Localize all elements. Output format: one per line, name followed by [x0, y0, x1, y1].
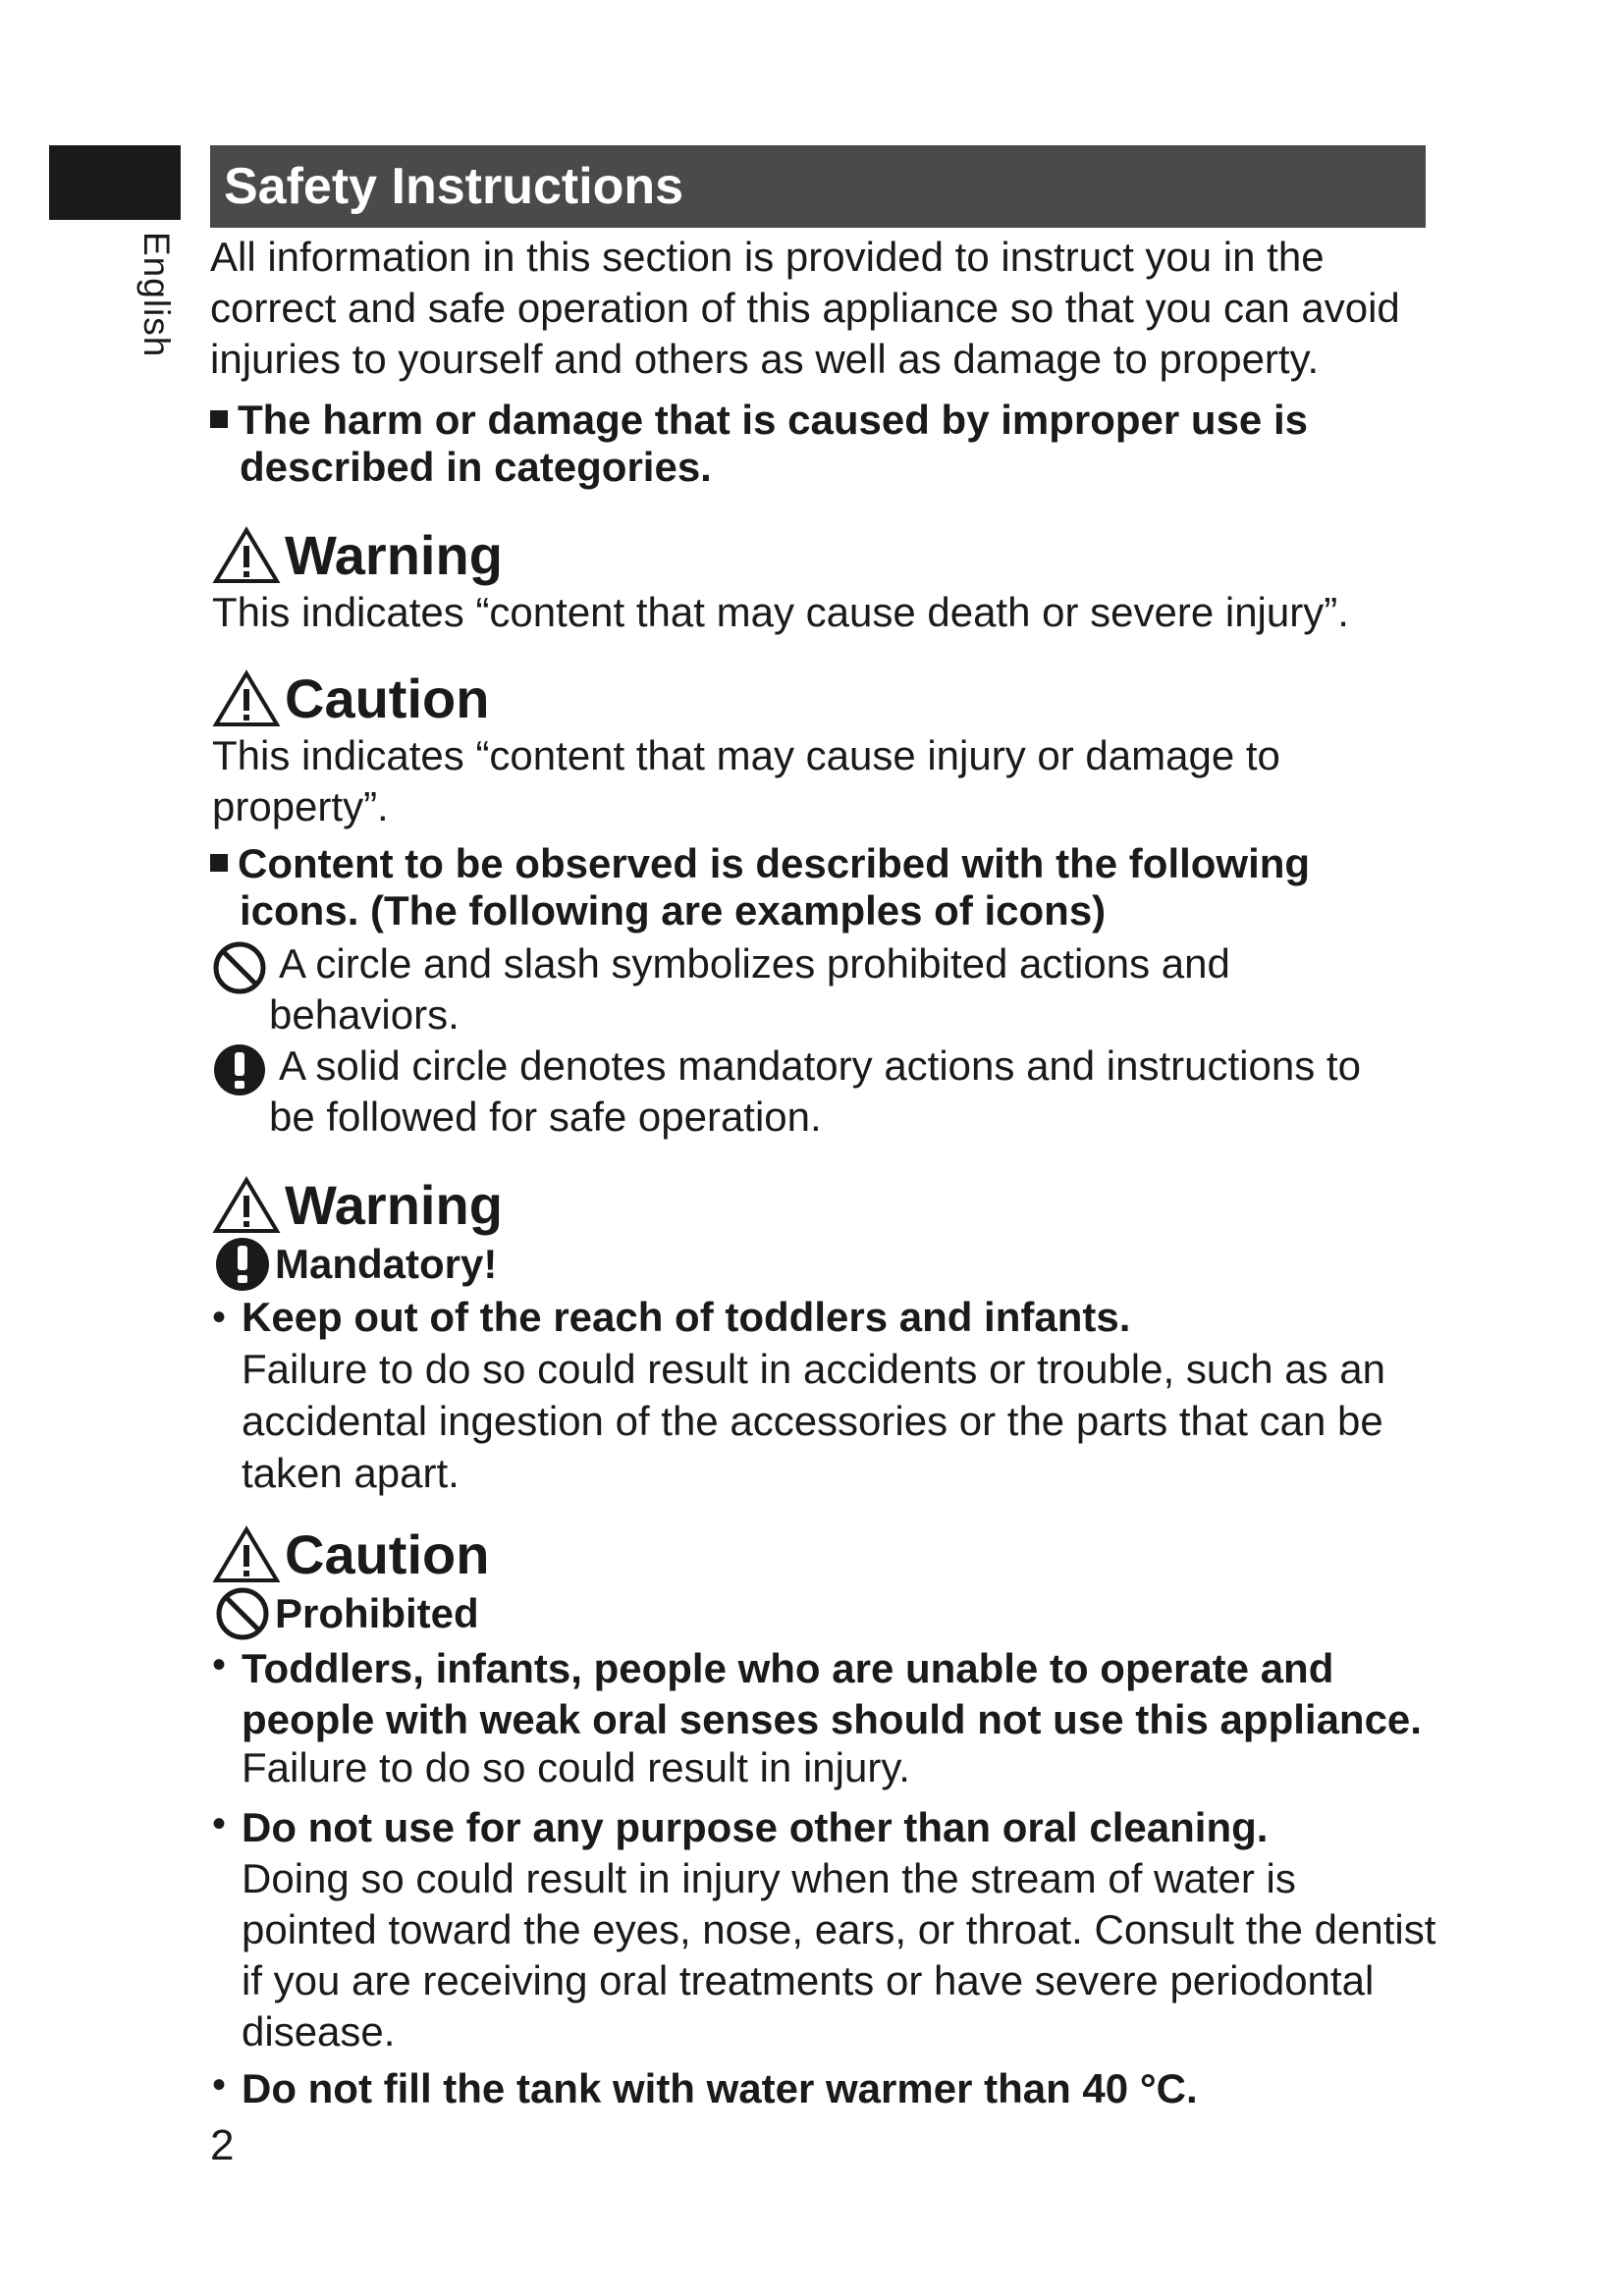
page-title: Safety Instructions	[224, 158, 684, 215]
warning-section	[212, 1174, 1430, 1499]
intro-paragraph: All information in this section is provided to instruct you in the correct and safe operation of this appliance so that you can avoid injuries to yourself and others as well as damage to property.	[210, 234, 1400, 382]
mandatory-explanation: A solid circle denotes mandatory actions and instructions to be followed for safe operation.	[210, 1041, 1428, 1143]
mandatory-subtitle: Mandatory!	[212, 1237, 1430, 1292]
warning-definition	[212, 524, 1430, 638]
language-tab-block	[49, 145, 181, 220]
warning-triangle-icon	[212, 1176, 281, 1235]
caution-triangle-icon	[212, 669, 281, 728]
caution-definition	[212, 667, 1430, 832]
caution-definition-title: Caution	[285, 667, 490, 729]
bullet-dot: •	[212, 1643, 227, 1686]
bullet-dot: •	[212, 1296, 227, 1339]
caution-item: • Toddlers, infants, people who are unable to operate and people with weak oral senses should not use this appliance. Failure to do so could result in injury.	[212, 1643, 1439, 1790]
categories-note: The harm or damage that is caused by improper use is described in categories.	[210, 397, 1428, 491]
bullet-dot: •	[212, 2063, 227, 2107]
caution-triangle-icon	[212, 1525, 281, 1584]
square-bullet-icon	[210, 854, 228, 872]
bullet-dot: •	[212, 1802, 227, 1845]
warning-triangle-icon	[212, 526, 281, 585]
warning-definition-title: Warning	[285, 524, 503, 586]
caution-section-title: Caution	[285, 1523, 490, 1585]
caution-item: • Do not use for any purpose other than oral cleaning. Doing so could result in injury when the stream of water is pointed toward the eyes, nose, ears, or throat. Consult the dentist if you are receiving oral treatments or have severe periodontal disease.	[212, 1802, 1439, 2057]
caution-definition-text: This indicates “content that may cause injury or damage to property”.	[212, 732, 1280, 829]
section-header	[210, 145, 1426, 228]
warning-item: • Keep out of the reach of toddlers and infants. Failure to do so could result in accidents or trouble, such as an accidental ingestion of the accessories or the parts that can be taken apart.	[212, 1294, 1385, 1496]
prohibited-explanation: A circle and slash symbolizes prohibited actions and behaviors.	[210, 938, 1428, 1041]
prohibited-icon	[210, 940, 269, 995]
prohibited-subtitle: Prohibited	[212, 1586, 1439, 1641]
warning-section-title: Warning	[285, 1174, 503, 1236]
warning-definition-text: This indicates “content that may cause death or severe injury”.	[212, 589, 1349, 635]
square-bullet-icon	[210, 410, 228, 428]
mandatory-icon	[212, 1237, 273, 1292]
mandatory-icon	[210, 1042, 269, 1097]
caution-item: • Do not fill the tank with water warmer than 40 °C.	[212, 2063, 1439, 2114]
prohibited-icon	[212, 1586, 273, 1641]
caution-section	[212, 1523, 1439, 2114]
icons-note: Content to be observed is described with the following icons. (The following are examples of icons) A circle and slash symbolizes prohibited actions and behaviors. A solid circle denotes mandatory actions and instructions to be followed for safe operation.	[210, 840, 1428, 1143]
language-label: English	[136, 232, 177, 358]
page-number: 2	[210, 2121, 235, 2169]
